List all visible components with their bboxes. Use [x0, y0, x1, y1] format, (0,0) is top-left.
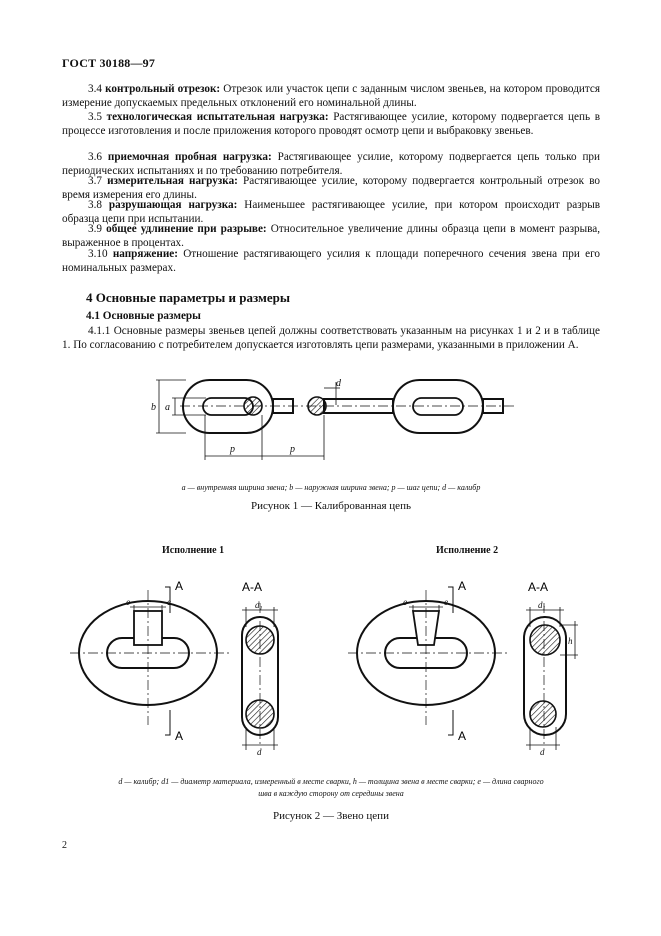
fig2-v1-section-AA: A-A	[242, 580, 263, 594]
figure-2-legend	[62, 776, 600, 800]
fig2-v1-label-d: d	[257, 747, 262, 757]
section-title: 4 Основные параметры и размеры	[86, 290, 291, 305]
term-3-7: 3.7 измерительная нагрузка: Растягивающее усилие, которому подвергается контрольный отрезок во время измерения его длины.	[62, 175, 600, 201]
fig1-label-p2: p	[290, 444, 295, 455]
term-3-4: 3.4 контрольный отрезок: Отрезок или участок цепи с заданным числом звеньев, на котором проводится измерение допускаемых предельных отклонений его номинальной длины.	[62, 83, 601, 109]
fig2-v2-section-A-bottom: A	[458, 729, 467, 743]
fig2-v2-label-e2: e	[444, 597, 448, 607]
figure-1-legend: a — внутренняя ширина звена; b — наружная ширина звена; p — шаг цепи; d — калибр	[181, 483, 481, 492]
figure-2-legend-line-1: d — калибр; d1 — диаметр материала, измеренный в месте сварки, h — толщина звена в месте сварки; e — длина сварного	[118, 777, 544, 786]
term-3-8: 3.8 разрушающая нагрузка: Наименьшее растягивающее усилие, при котором происходит разрыв образца цепи при испытании.	[62, 199, 601, 225]
fig2-v1-label-d1: $d_1$	[255, 600, 263, 612]
variant-2-label: Исполнение 2	[436, 545, 499, 556]
document-header: ГОСТ 30188—97	[62, 56, 156, 70]
fig2-v2-section-A-top: A	[458, 579, 467, 593]
variant-1-label: Исполнение 1	[162, 545, 225, 556]
figure-1-chain-diagram	[150, 374, 530, 474]
fig1-label-d: d	[336, 378, 341, 389]
page-number: 2	[62, 840, 67, 851]
fig2-v2-section-AA: A-A	[528, 580, 549, 594]
figure-2-variant-1-drawing	[70, 565, 300, 765]
term-3-10: 3.10 напряжение: Отношение растягивающего усилия к площади поперечного сечения звена при его номинальных размерах.	[62, 248, 600, 274]
fig2-v2-label-h: h	[568, 636, 573, 646]
figure-2-variant-2-drawing	[348, 565, 588, 765]
fig1-label-p1: p	[230, 444, 235, 455]
fig2-v1-label-e2: e	[167, 597, 171, 607]
fig2-v2-label-e1: e	[403, 597, 407, 607]
fig1-label-b: b	[151, 402, 156, 413]
fig2-v2-label-d: d	[540, 747, 545, 757]
fig2-v1-label-e1: e	[126, 597, 130, 607]
term-3-9: 3.9 общее удлинение при разрыве: Относительное увеличение длины образца цепи в момент разрыва, выраженное в процентах.	[62, 223, 601, 249]
figure-2-legend-line-2: шва в каждую сторону от середины звена	[258, 789, 404, 798]
fig2-v1-section-A-bottom: A	[175, 729, 184, 743]
fig2-v1-section-A-top: A	[175, 579, 184, 593]
figure-2-caption: Рисунок 2 — Звено цепи	[273, 810, 389, 822]
term-3-6: 3.6 приемочная пробная нагрузка: Растягивающее усилие, которому подвергается цепь только при периодических испытаниях и по требованию потребителя.	[62, 151, 601, 177]
figure-1-caption: Рисунок 1 — Калиброванная цепь	[251, 500, 411, 512]
fig2-v2-label-d1: $d_1$	[538, 600, 546, 612]
fig1-label-a: a	[165, 402, 170, 413]
subsection-title: 4.1 Основные размеры	[86, 310, 201, 322]
clause-4-1-1: 4.1.1 Основные размеры звеньев цепей должны соответствовать указанным на рисунках 1 и 2 и в таблице 1. По согласованию с потребителем допускается изготовлять цепи размерами, указанными в приложении А.	[62, 325, 600, 351]
term-3-5: 3.5 технологическая испытательная нагрузка: Растягивающее усилие, которому подвергается цепь в процессе изготовления и после приложения которого проводят осмотр цепи и выбраковку звеньев.	[62, 111, 600, 137]
